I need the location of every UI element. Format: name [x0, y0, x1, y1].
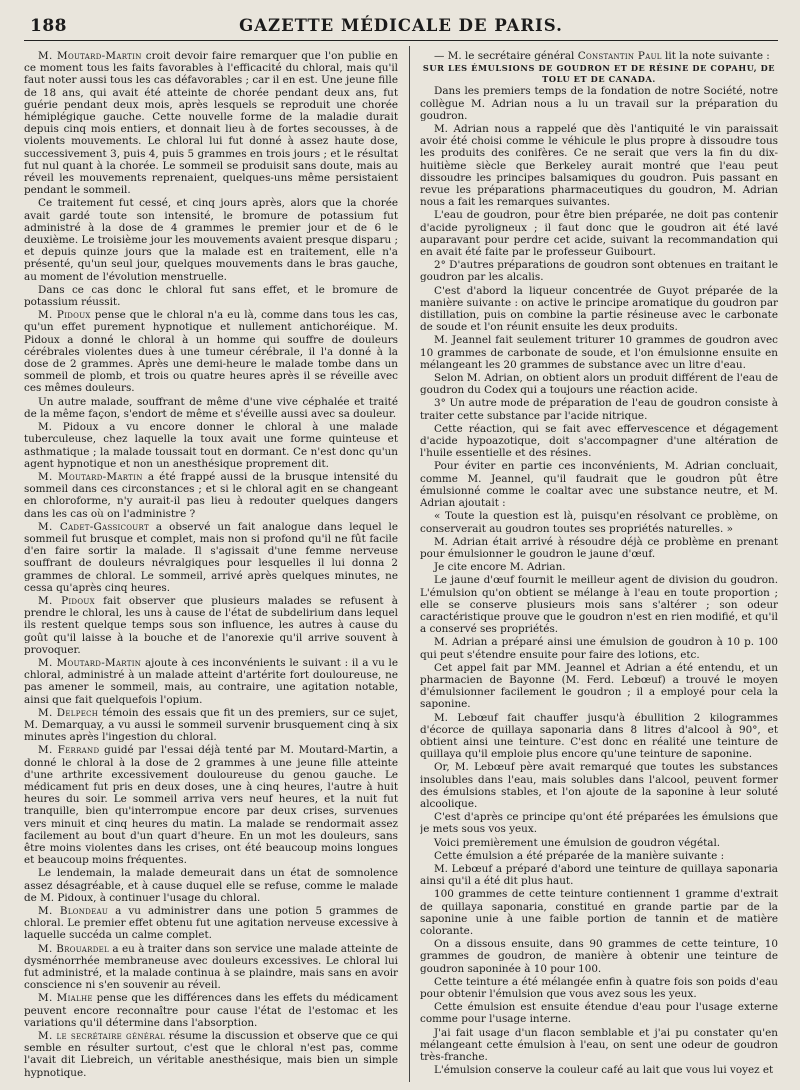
- left-paragraph: [24, 943, 398, 992]
- paragraph-text: guidé par l'essai déjà tenté par M. Moutard-Martin, a donné le chloral à la dose de 2 grammes à une jeune fille atteinte d'une arthrite excessivement douloureuse du genou gauche. Le médicament fut pris en deux doses, une à cinq heures, l'autre à huit heures du soir. Le sommeil arriva vers neuf heures, et la nuit fut tranquille, bien qu'interrompue encore par deux crises, survenues vers minuit et cinq heures du matin. La malade se rendormait assez facilement au bout d'un quart d'heure. En un mot les douleurs, sans être moins violentes dans les crises, ont été beaucoup moins longues et beaucoup moins fréquentes.: [24, 744, 398, 867]
- right-paragraph: 100 grammes de cette teinture contiennent 1 gramme d'extrait de quillaya saponaria, constitué en grande partie par de la saponine unie à une faible portion de tannin et de matière colorante.: [420, 888, 778, 937]
- paragraph-text: fait observer que plusieurs malades se refusent à prendre le chloral, les uns à cause de l'état de subdelirium dans lequel ils restent quelque temps sous son influence, les autres à cause du goût qu'il laisse à la bouche et de l'anorexie qu'il arrive souvent à provoquer.: [24, 594, 398, 656]
- right-paragraph: On a dissous ensuite, dans 90 grammes de cette teinture, 10 grammes de goudron, de manière à obtenir une teinture de goudron saponinée à 10 pour 100.: [420, 938, 778, 975]
- right-paragraph: Voici premièrement une émulsion de goudron végétal.: [434, 836, 721, 849]
- paragraph-text: résume la discussion et observe que ce qui semble en résulter surtout, c'est que le chloral n'est pas, comme l'avait dit Liebreich, un véritable anesthésique, mais bien un simple hypnotique.: [24, 1030, 398, 1079]
- paragraph-text: a observé un fait analogue dans lequel le sommeil fut brusque et complet, mais non si profond qu'il ne fût facile d'en faire sortir la malade. Il s'agissait d'une femme nerveuse souffrant de douleurs névralgiques pour lesquelles il lui donna 2 grammes de chloral. Le sommeil, arrivé après quelques minutes, ne cessa qu'après cinq heures.: [24, 520, 398, 594]
- left-paragraph: [24, 595, 398, 656]
- right-paragraph: Cet appel fait par MM. Jeannel et Adrian a été entendu, et un pharmacien de Bayonne (M. Ferd. Lebœuf) a trouvé le moyen d'émulsionner facilement le goudron ; il a employé pour cela la saponine.: [420, 661, 778, 711]
- speaker-name: M. Moutard-Martin: [38, 50, 142, 62]
- left-paragraph: [24, 309, 398, 394]
- paragraph-text: pense que le chloral n'a eu là, comme dans tous les cas, qu'un effet purement hypnotique et nullement antichoréique. M. Pidoux a donné le chloral à un homme qui souffre de douleurs cérébrales violentes dues à une tumeur cérébrale, il l'a donné à la dose de 2 grammes. Après une demi-heure le malade tombe dans un sommeil de plomb, et trois ou quatre heures après il se réveille avec ces mêmes douleurs.: [24, 309, 398, 395]
- left-paragraph: [24, 707, 398, 744]
- right-paragraph: Cette réaction, qui se fait avec effervescence et dégagement d'acide hypoazotique, doit s'accompagner d'une altération de l'huile essentielle et des résines.: [420, 422, 778, 460]
- right-paragraph: Cette émulsion a été préparée de la manière suivante :: [434, 849, 725, 862]
- page-number: 188: [30, 16, 67, 36]
- speaker-name: M. Brouardel: [38, 942, 109, 955]
- right-paragraph: Cette teinture a été mélangée enfin à quatre fois son poids d'eau pour obtenir l'émulsion que vous avez sous les yeux.: [420, 975, 778, 1001]
- right-paragraph: Le jaune d'œuf fournit le meilleur agent de division du goudron. L'émulsion qu'on obtient se mélange à l'eau en toute proportion ; elle se conserve plusieurs mois sans s'altérer ; son odeur caractéristique prouve que le goudron n'est en rien modifié, et qu'il a conservé ses propriétés.: [420, 574, 778, 636]
- right-paragraph: Or, M. Lebœuf père avait remarqué que toutes les substances insolubles dans l'eau, mais solubles dans l'alcool, peuvent former des émulsions stables, et l'on ajoute de la saponine à leur soluté alcoolique.: [420, 761, 778, 810]
- section-title: SUR LES ÉMULSIONS DE GOUDRON ET DE RÉSINE DE COPAHU, DE TOLU ET DE CANADA.: [422, 63, 776, 84]
- speaker-name: M. Cadet-Gassicourt: [38, 520, 149, 533]
- left-column: [24, 50, 398, 1082]
- right-paragraph: L'émulsion conserve la couleur café au lait que vous lui voyez et: [434, 1064, 774, 1077]
- right-column: [420, 50, 778, 1082]
- intro-prefix: — M. le secrétaire général: [434, 50, 575, 62]
- right-paragraphs: [420, 85, 778, 1076]
- intro-line: [420, 50, 778, 62]
- right-paragraph: M. Adrian était arrivé à résoudre déjà ce problème en prenant pour émulsionner le goudron le jaune d'œuf.: [420, 535, 778, 560]
- right-paragraph: Cette émulsion est ensuite étendue d'eau pour l'usage externe comme pour l'usage interne.: [420, 1001, 778, 1026]
- left-paragraph: [24, 396, 398, 420]
- paragraph-text: a vu administrer dans une potion 5 grammes de chloral. Le premier effet obtenu fut une agitation nerveuse excessive à laquelle succéda un calme complet.: [24, 905, 398, 942]
- paragraph-text: témoin des essais que fit un des premiers, sur ce sujet, M. Demarquay, a vu aussi le sommeil survenir brusquement cinq à six minutes après l'ingestion du chloral.: [24, 706, 398, 744]
- speaker-name: M. Moutard-Martin: [38, 656, 142, 669]
- right-paragraph: Je cite encore M. Adrian.: [434, 561, 566, 574]
- left-paragraph: [24, 471, 398, 520]
- speaker-name: M. Pidoux: [38, 309, 91, 322]
- speaker-name: M. Pidoux: [38, 594, 95, 607]
- paragraph-text: a été frappé aussi de la brusque intensité du sommeil dans ces circonstances ; et si le chloral agit en se changeant en chloroforme, n'y aurait-il pas lieu à redouter quelques dangers dans les cas où on l'administre ?: [24, 470, 398, 520]
- paragraph-text: croit devoir faire remarquer que l'on publie en ce moment tous les faits favorables à l'efficacité du chloral, mais qu'il faut noter aussi tous les cas défavorables ; car il en est. Une jeune fille de 18 ans, qui avait été atteinte de chorée pendant deux ans, fut guérie pendant deux mois, après lesquels se reproduit une chorée hémiplégique gauche. Cette nouvelle forme de la maladie durait depuis cinq mois entiers, et donnait lieu à de fortes secousses, à de violents mouvements. Le chloral lui fut donné à assez haute dose, successivement 3, puis 4, puis 5 grammes en trois jours ; et le résultat fut nul quant à la chorée. Le sommeil se produisit sans doute, mais au réveil les mouvements reprenaient, quelques-uns même persistaient pendant le sommeil.: [24, 50, 398, 197]
- paragraph-text: pense que les différences dans les effets du médicament peuvent encore reconnaître pour cause l'état de l'estomac et les variations qu'il détermine dans l'absorption.: [24, 992, 398, 1029]
- right-paragraph: M. Lebœuf fait chauffer jusqu'à ébullition 2 kilogrammes d'écorce de quillaya saponaria dans 8 litres d'alcool à 90°, et obtient ainsi une teinture. C'est donc en réalité une teinture de quillaya qu'il emploie plus encore qu'une teinture de saponine.: [420, 711, 778, 761]
- right-paragraph: M. Adrian a préparé ainsi une émulsion de goudron à 10 p. 100 qui peut s'étendre ensuite pour faire des lotions, etc.: [420, 636, 778, 661]
- right-paragraph: 2° D'autres préparations de goudron sont obtenues en traitant le goudron par les alcalis.: [420, 259, 778, 284]
- left-paragraph: [24, 992, 398, 1029]
- paragraph-text: Ce traitement fut cessé, et cinq jours après, alors que la chorée avait gardé toute son intensité, le bromure de potassium fut administré à la dose de 4 grammes le premier jour et de 6 le deuxième. Le troisième jour les mouvements avaient presque disparu ; et depuis quinze jours que la malade est en traitement, elle n'a présenté, qu'un seul jour, quelques mouvements dans le bras gauche, au moment de l'évolution menstruelle.: [24, 197, 398, 283]
- column-divider: [409, 46, 410, 1082]
- speaker-name: M. Blondeau: [38, 905, 109, 918]
- paragraph-text: Dans ce cas donc le chloral fut sans effet, et le bromure de potassium réussit.: [24, 283, 398, 309]
- left-paragraph: [24, 744, 398, 866]
- left-paragraph: [24, 521, 398, 594]
- right-paragraph: C'est d'abord la liqueur concentrée de Guyot préparée de la manière suivante : on active le principe aromatique du goudron par distillation, puis on combine la partie résineuse avec le carbonate de soude et l'on réunit ensuite les deux produits.: [420, 284, 778, 334]
- right-paragraph: J'ai fait usage d'un flacon semblable et j'ai pu constater qu'en mélangeant cette émulsion à l'eau, on sent une odeur de goudron très-franche.: [420, 1026, 778, 1064]
- paragraph-text: M. Pidoux a vu encore donner le chloral à une malade tuberculeuse, chez laquelle la toux avait une forme quinteuse et asthmatique ; la malade toussait tout en dormant. Ce n'est donc qu'un agent hypnotique et non un anesthésique proprement dit.: [24, 421, 398, 470]
- paragraph-text: ajoute à ces inconvénients le suivant : il a vu le chloral, administré à un malade atteint d'artérite fort douloureuse, ne pas amener le sommeil, mais, au contraire, une agitation notable, ainsi que fait quelquefois l'opium.: [24, 656, 398, 706]
- right-paragraph: Dans les premiers temps de la fondation de notre Société, notre collègue M. Adrian nous a lu un travail sur la préparation du goudron.: [420, 85, 778, 122]
- page-header: [24, 14, 778, 41]
- left-paragraph: [24, 657, 398, 706]
- right-paragraph: « Toute la question est là, puisqu'en résolvant ce problème, on conserverait au goudron toutes ses propriétés naturelles. »: [420, 510, 778, 535]
- left-paragraph: [24, 1030, 398, 1079]
- speaker-name: M. le secrétaire général: [38, 1030, 166, 1043]
- speaker-name: M. Delpech: [38, 706, 99, 719]
- intro-suffix: lit la note suivante :: [665, 50, 770, 62]
- left-paragraph: [24, 284, 398, 308]
- left-paragraph: [24, 197, 398, 282]
- left-paragraph: [24, 905, 398, 942]
- paragraph-text: Un autre malade, souffrant de même d'une vive céphalée et traité de la même façon, s'endort de même et s'éveille aussi avec sa douleur.: [24, 395, 398, 420]
- left-paragraph: [24, 421, 398, 470]
- paragraph-text: Le lendemain, la malade demeurait dans un état de somnolence assez désagréable, et à cause duquel elle se refuse, comme le malade de M. Pidoux, à continuer l'usage du chloral.: [24, 867, 398, 904]
- right-paragraph: M. Jeannel fait seulement triturer 10 grammes de goudron avec 10 grammes de carbonate de soude, et l'on émulsionne ensuite en mélangeant les 20 grammes de substance avec un litre d'eau.: [420, 334, 778, 371]
- journal-title: GAZETTE MÉDICALE DE PARIS.: [239, 16, 563, 35]
- intro-name: Constantin Paul: [577, 50, 662, 62]
- right-paragraph: Selon M. Adrian, on obtient alors un produit différent de l'eau de goudron du Codex qui a toujours une réaction acide.: [420, 372, 778, 397]
- speaker-name: M. Mialhe: [38, 992, 93, 1005]
- left-paragraph: [24, 867, 398, 904]
- left-paragraph: [24, 50, 398, 196]
- right-paragraph: M. Lebœuf a préparé d'abord une teinture de quillaya saponaria ainsi qu'il a été dit plus haut.: [420, 862, 778, 888]
- right-paragraph: 3° Un autre mode de préparation de l'eau de goudron consiste à traiter cette substance par l'acide nitrique.: [420, 397, 778, 422]
- right-paragraph: L'eau de goudron, pour être bien préparée, ne doit pas contenir d'acide pyroligneux ; il faut donc que le goudron ait été lavé auparavant pour perdre cet acide, suivant la recommandation qui en avait été faite par le professeur Guibourt.: [420, 209, 778, 259]
- right-paragraph: C'est d'après ce principe qu'ont été préparées les émulsions que je mets sous vos yeux.: [420, 811, 778, 836]
- paragraph-text: a eu à traiter dans son service une malade atteinte de dysménorrhée membraneuse avec douleurs excessives. Le chloral lui fut administré, et la malade continua à se plaindre, mais sans en avoir conscience ni s'en souvenir au réveil.: [24, 942, 398, 992]
- right-paragraph: M. Adrian nous a rappelé que dès l'antiquité le vin paraissait avoir été choisi comme le véhicule le plus propre à dissoudre tous les produits des conifères. Ce ne serait que vers la fin du dix-huitième siècle que Berkeley aurait montré que l'eau peut dissoudre les principes balsamiques du goudron. Puis passant en revue les préparations pharmaceutiques du goudron, M. Adrian nous a fait les remarques suivantes.: [420, 123, 778, 209]
- right-paragraph: Pour éviter en partie ces inconvénients, M. Adrian concluait, comme M. Jeannel, qu'il faudrait que le goudron pût être émulsionné comme le coaltar avec une substance neutre, et M. Adrian ajoutait :: [420, 460, 778, 510]
- speaker-name: M. Moutard-Martin: [38, 470, 143, 483]
- speaker-name: M. Ferrand: [38, 744, 100, 757]
